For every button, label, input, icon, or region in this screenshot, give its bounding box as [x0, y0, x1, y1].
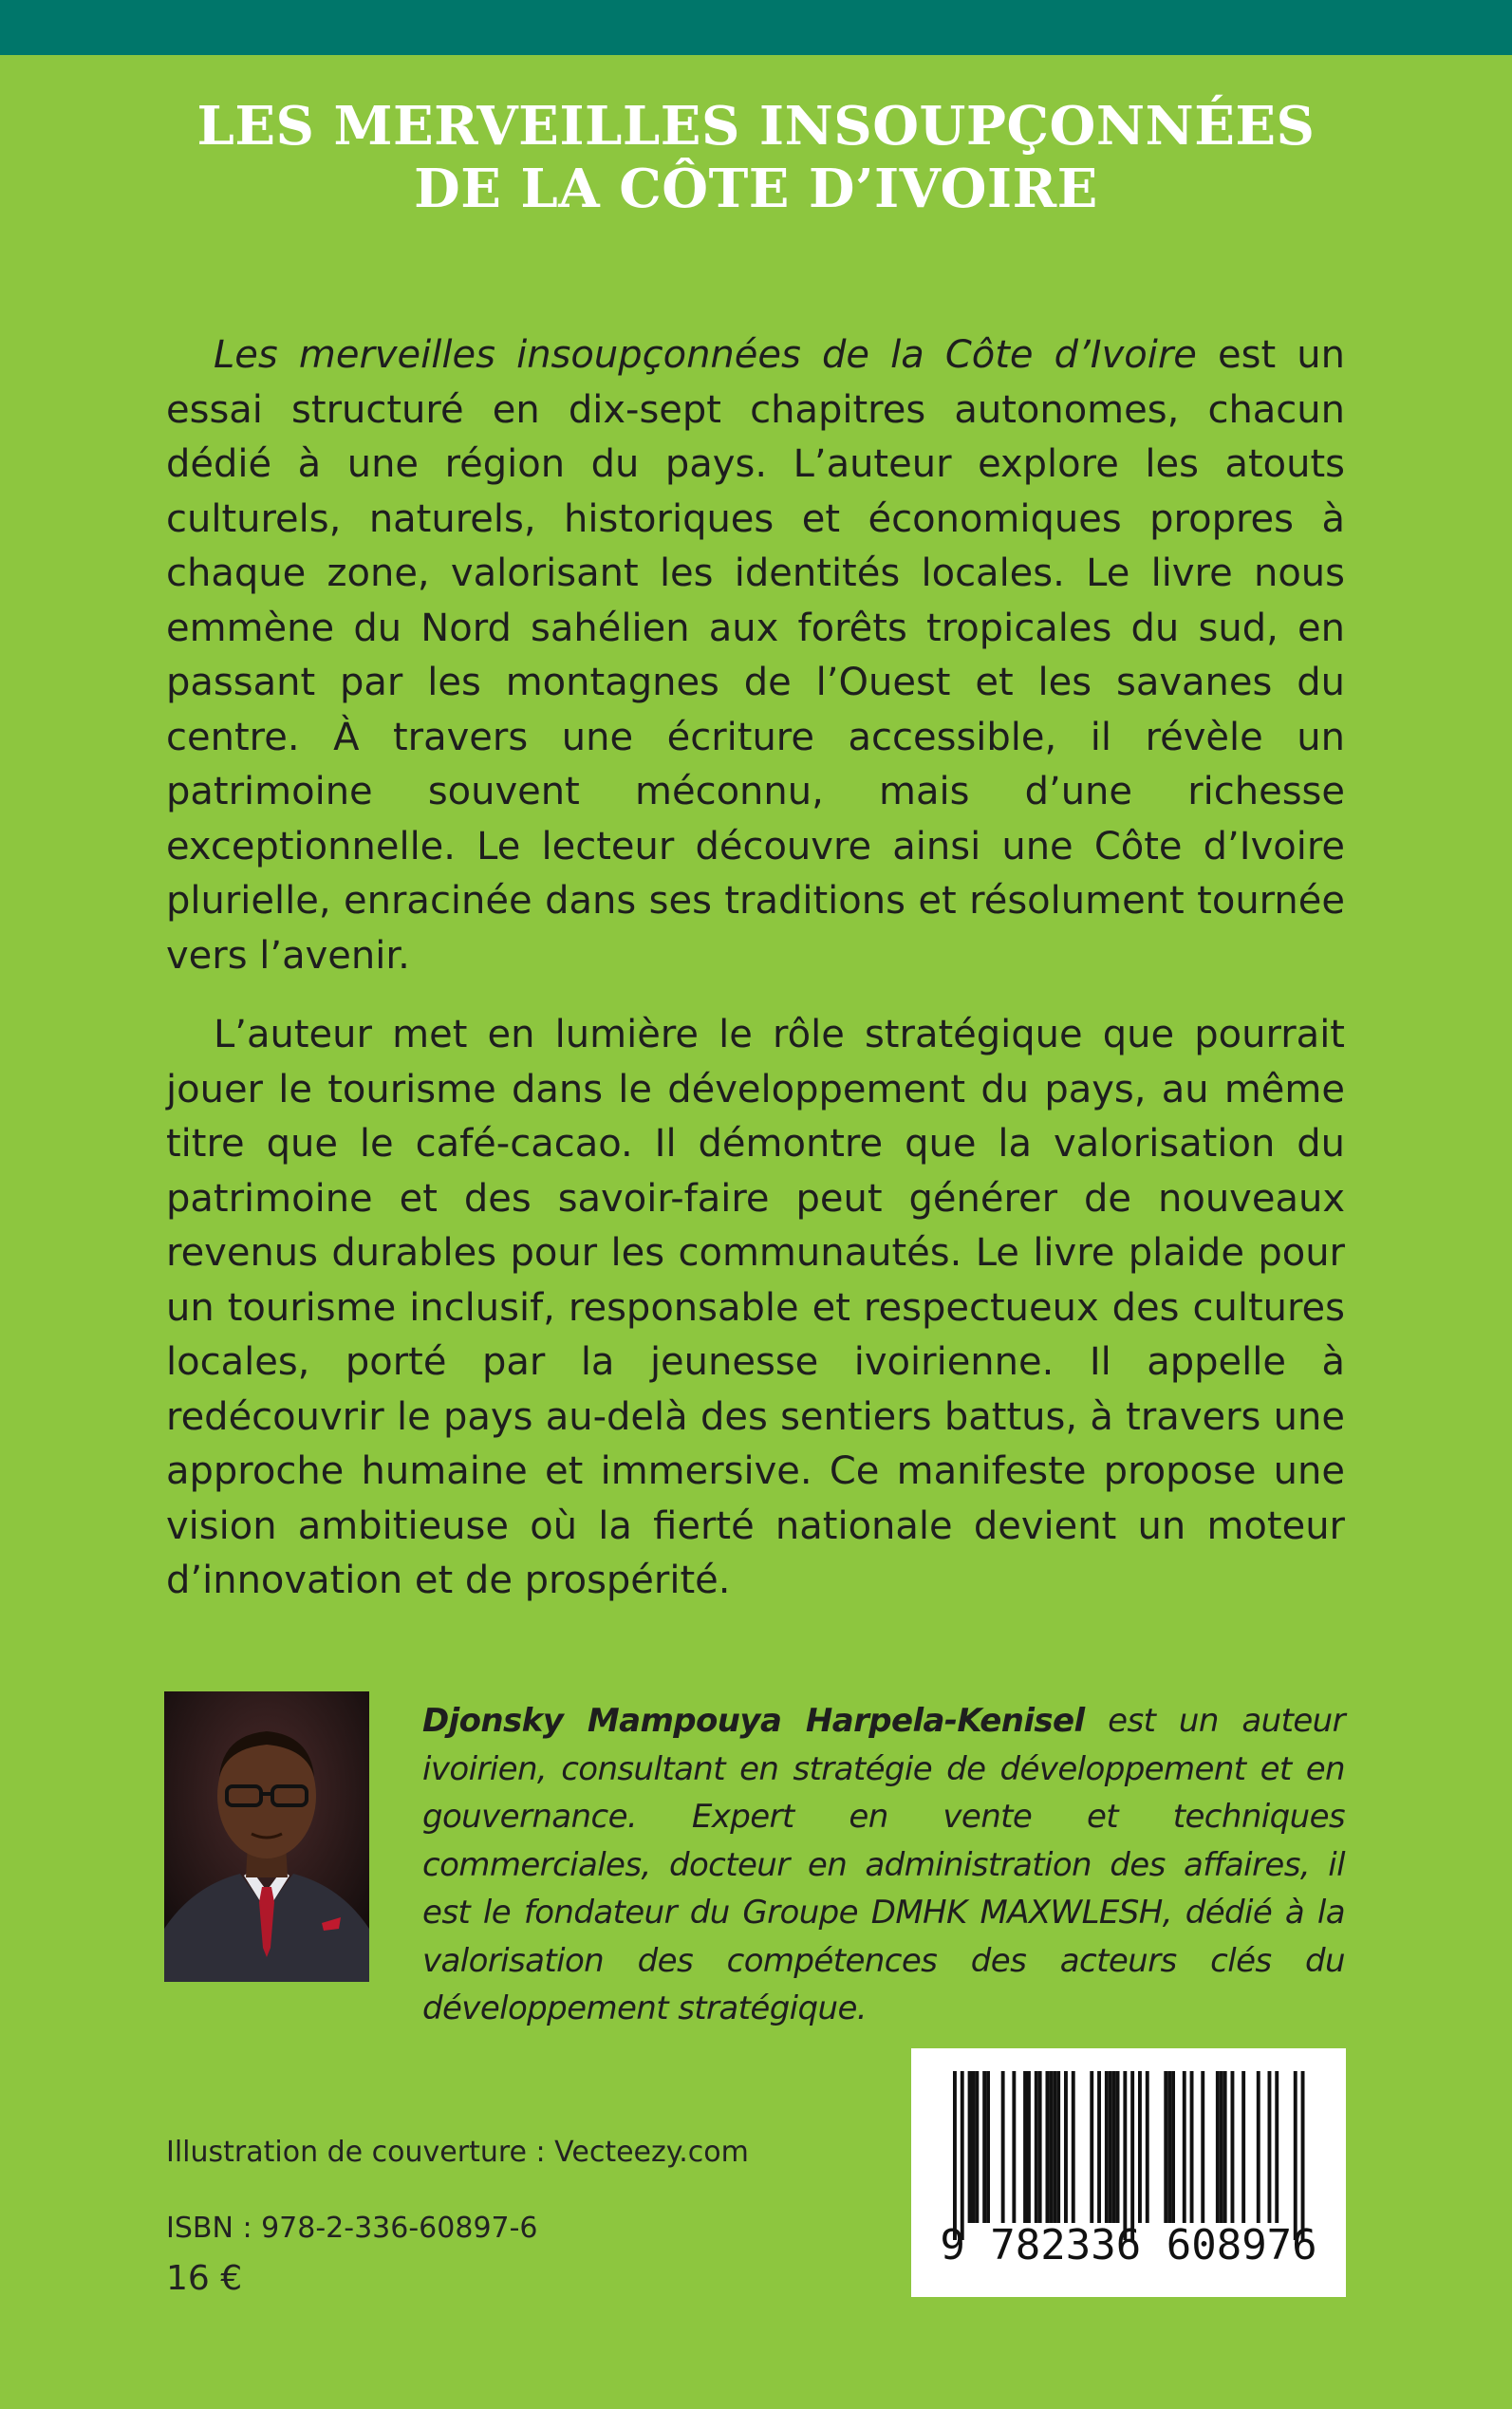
barcode-bar: [1123, 2071, 1127, 2240]
price: 16 €: [166, 2259, 243, 2298]
author-photo: [164, 1691, 369, 1982]
title-line-2: DE LA CÔTE D’IVOIRE: [414, 158, 1098, 220]
barcode-bar: [1112, 2071, 1116, 2223]
barcode-bar: [972, 2071, 976, 2223]
barcode-bar: [1072, 2071, 1075, 2223]
barcode-bar: [1223, 2071, 1227, 2223]
barcode-bar: [1216, 2071, 1220, 2223]
barcode-bar: [1105, 2071, 1109, 2223]
book-blurb: [166, 328, 1345, 1634]
barcode-bar: [1146, 2071, 1149, 2223]
barcode-bar: [968, 2071, 972, 2223]
barcode-bar: [1049, 2071, 1053, 2223]
barcode-bar: [1038, 2071, 1042, 2223]
barcode-bar: [1231, 2071, 1235, 2223]
barcode-bar: [986, 2071, 990, 2223]
book-title: [0, 95, 1512, 220]
barcode-bar: [1116, 2071, 1120, 2223]
author-bio: [422, 1697, 1345, 2033]
barcode-bar: [961, 2071, 964, 2240]
barcode-bar: [1012, 2071, 1016, 2223]
title-line-1: LES MERVEILLES INSOUPÇONNÉES: [196, 95, 1316, 158]
barcode-bar: [1130, 2071, 1134, 2240]
blurb-paragraph-1: [166, 328, 1345, 983]
barcode-bar: [1097, 2071, 1101, 2223]
barcode-bar: [975, 2071, 979, 2223]
illustration-credit: Illustration de couverture : Vecteezy.com: [166, 2136, 749, 2169]
barcode-bar: [1046, 2071, 1050, 2223]
blurb-paragraph-2: L’auteur met en lumière le rôle stratégique que pourrait jouer le tourisme dans le développement du pays, au même titre que le café-cacao. Il démontre que la valorisation du patrimoine et des savoir-faire peut générer de nouveaux revenus durables pour les communautés. Le livre plaide pour un tourisme inclusif, responsable et respectueux des cultures locales, porté par la jeunesse ivoirienne. Il appelle à redécouvrir le pays au-delà des sentiers battus, à travers une approche humaine et immersive. Ce manifeste propose une vision ambitieuse où la fierté nationale devient un moteur d’innovation et de prospérité.: [166, 1013, 1345, 1602]
barcode-bar: [1035, 2071, 1038, 2223]
barcode-bar: [1027, 2071, 1031, 2223]
blurb-paragraph-1-text: est un essai structuré en dix-sept chapitres autonomes, chacun dédié à une région du pays. L’auteur explore les atouts culturels, naturels, historiques et économiques propres à chaque zone, valorisant les identités locales. Le livre nous emmène du Nord sahélien aux forêts tropicales du sud, en passant par les montagnes de l’Ouest et les savanes du centre. À travers une écriture accessible, il révèle un patrimoine souvent méconnu, mais d’une richesse exceptionnelle. Le lecteur découvre ainsi une Côte d’Ivoire plurielle, enracinée dans ses traditions et résolument tournée vers l’avenir.: [166, 333, 1345, 978]
barcode-bar: [1109, 2071, 1112, 2223]
barcode-bar: [1257, 2071, 1260, 2223]
barcode-digits: 9 782336 608976: [940, 2221, 1317, 2269]
author-bio-text: est un auteur ivoirien, consultant en stratégie de développement et en gouvernance. Expert en vente et techniques commerciales, docteur en administration des affaires, il est le fondateur du Groupe DMHK MAXWLESH, dédié à la valorisation des compétences des acteurs clés du développement stratégique.: [422, 1702, 1345, 2027]
barcode-bar: [1023, 2071, 1027, 2223]
barcode-bar: [1001, 2071, 1005, 2223]
barcode-bar: [953, 2071, 957, 2240]
barcode-bar: [1064, 2071, 1068, 2223]
author-name: Djonsky Mampouya Harpela-Kenisel: [422, 1702, 1085, 1740]
barcode-bar: [1053, 2071, 1056, 2223]
barcode-bar: [1241, 2071, 1245, 2223]
barcode-bar: [1268, 2071, 1272, 2223]
barcode-bar: [1220, 2071, 1223, 2223]
blurb-book-title: Les merveilles insoupçonnées de la Côte d’Ivoire: [214, 333, 1197, 377]
barcode-bar: [982, 2071, 986, 2223]
barcode-bar: [1275, 2071, 1279, 2223]
barcode-bar: [1294, 2071, 1297, 2240]
barcode-bar: [1090, 2071, 1093, 2223]
barcode-bar: [1167, 2071, 1171, 2223]
barcode-bar: [1164, 2071, 1167, 2223]
barcode-bar: [1056, 2071, 1060, 2223]
barcode-bar: [1190, 2071, 1194, 2223]
barcode-bar: [1201, 2071, 1204, 2223]
barcode-bar: [1171, 2071, 1175, 2223]
top-band: [0, 0, 1512, 55]
barcode-bar: [1183, 2071, 1186, 2223]
barcode: [911, 2048, 1346, 2297]
barcode-bar: [1138, 2071, 1142, 2223]
barcode-bar: [1301, 2071, 1305, 2240]
isbn: ISBN : 978-2-336-60897-6: [166, 2212, 538, 2245]
